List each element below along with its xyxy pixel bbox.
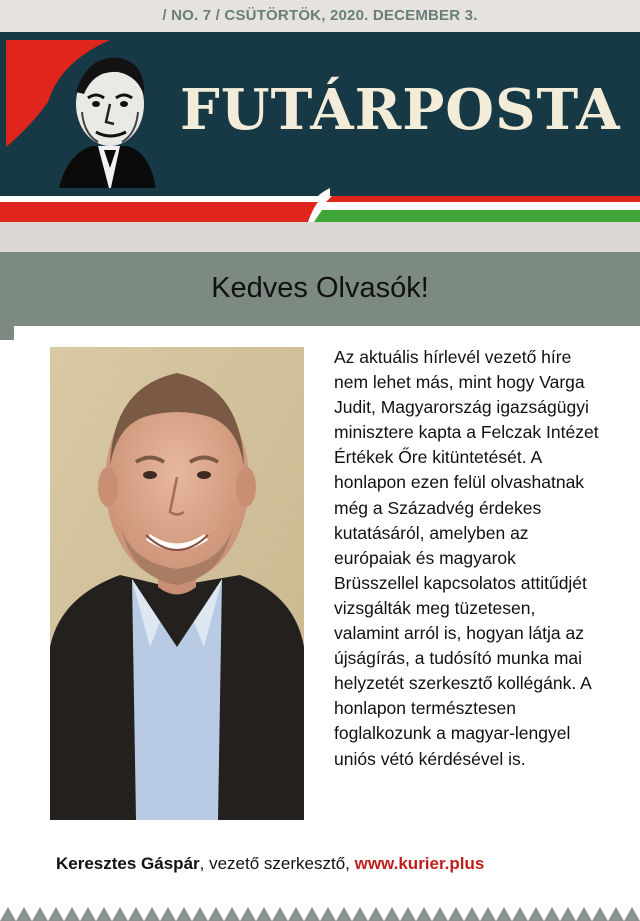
founder-portrait-logo xyxy=(48,42,158,192)
website-link[interactable]: www.kurier.plus xyxy=(354,854,485,873)
zigzag-footer-border xyxy=(0,903,640,921)
signature xyxy=(56,854,484,874)
issue-line xyxy=(0,0,640,32)
greeting-title: Kedves Olvasók! xyxy=(211,272,429,304)
masthead xyxy=(0,32,640,192)
greeting-notch xyxy=(0,326,14,340)
brand-title: FUTÁRPOSTA xyxy=(180,77,621,143)
article-body: Az aktuális hírlevél vezető híre nem lehet más, mint hogy Varga Judit, Magyarország igazságügyi minisztere kapta a Felczak Intézet Értékek Őre kitüntetését. A honlapon ezen felül olvashatnak még a Századvég érdekes kutatásáról, amelyben az európaiak és magyarok Brüsszellel kapcsolatos attitűdjét vizsgálták meg tüzetesen, valamint arról is, hogyan látja az újságírás, a tudósító munka mai helyzetét szerkesztő kollégánk. A honlapon természtesen foglalkozunk a magyar-lengyel uniós vétó kérdésével is. xyxy=(334,347,599,769)
tricolor-band xyxy=(0,188,640,222)
issue-date: / NO. 7 / CSÜTÖRTÖK, 2020. DECEMBER 3. xyxy=(162,7,478,24)
editor-name: Keresztes Gáspár xyxy=(56,854,200,873)
editor-photo xyxy=(50,347,304,820)
greeting-bar xyxy=(0,252,640,326)
gray-separator xyxy=(0,222,640,252)
editor-role: , vezető szerkesztő, xyxy=(199,854,355,873)
